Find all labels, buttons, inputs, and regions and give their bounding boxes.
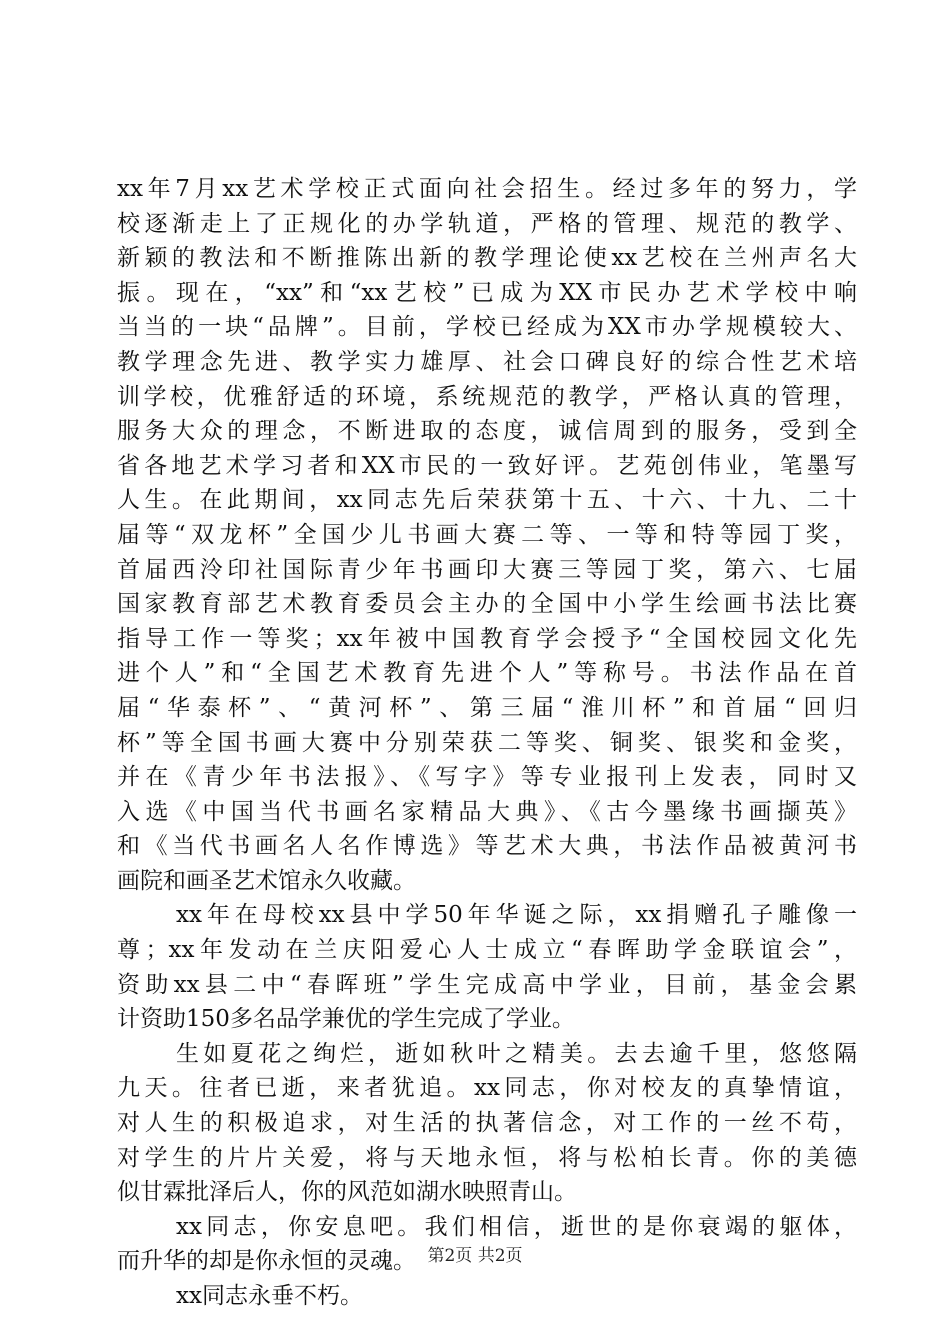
text-line: 人生。在此期间，xx同志先后荣获第十五、十六、十九、二十 bbox=[117, 487, 857, 514]
document-body bbox=[117, 172, 857, 1314]
text-line: 届“华泰杯”、“黄河杯”、第三届“淮川杯”和首届“回归 bbox=[117, 694, 857, 721]
text-line: 首届西泠印社国际青少年书画印大赛三等园丁奖，第六、七届 bbox=[117, 556, 857, 583]
text-line: 画院和画圣艺术馆永久收藏。 bbox=[117, 867, 416, 894]
text-line: 资助xx县二中“春晖班”学生完成高中学业，目前，基金会累 bbox=[117, 971, 857, 998]
text-line: 和《当代书画名人名作博选》等艺术大典，书法作品被黄河书 bbox=[117, 833, 857, 860]
page-footer: 第2页 共2页 bbox=[427, 1246, 523, 1266]
text-line: 似甘霖批泽后人，你的风范如湖水映照青山。 bbox=[117, 1179, 577, 1206]
text-line: xx年在母校xx县中学50年华诞之际，xx捐赠孔子雕像一 bbox=[176, 902, 857, 929]
text-line: xx年7月xx艺术学校正式面向社会招生。经过多年的努力，学 bbox=[117, 176, 857, 202]
text-line: 当当的一块“品牌”。目前，学校已经成为XX市办学规模较大、 bbox=[117, 314, 857, 341]
text-line: 而升华的却是你永恒的灵魂。 bbox=[117, 1248, 416, 1275]
text-line: 届等“双龙杯”全国少儿书画大赛二等、一等和特等园丁奖， bbox=[117, 521, 857, 548]
text-line: 尊；xx年发动在兰庆阳爱心人士成立“春晖助学金联谊会”， bbox=[117, 937, 857, 964]
text-line: 振。现在，“xx”和“xx艺校”已成为XX市民办艺术学校中响 bbox=[117, 279, 857, 306]
text-line: 教学理念先进、教学实力雄厚、社会口碑良好的综合性艺术培 bbox=[117, 348, 857, 375]
text-line: 训学校，优雅舒适的环境，系统规范的教学，严格认真的管理， bbox=[117, 383, 857, 410]
text-line: 计资助150多名品学兼优的学生完成了学业。 bbox=[117, 1006, 575, 1033]
text-line: 杯”等全国书画大赛中分别荣获二等奖、铜奖、银奖和金奖， bbox=[117, 729, 857, 756]
text-line: 对人生的积极追求，对生活的执著信念，对工作的一丝不苟， bbox=[117, 1110, 857, 1137]
text-line: 入选《中国当代书画名家精品大典》、《古今墨缘书画撷英》 bbox=[117, 798, 857, 825]
text-line: xx同志，你安息吧。我们相信，逝世的是你衰竭的躯体， bbox=[176, 1213, 857, 1240]
text-line: 指导工作一等奖；xx年被中国教育学会授予“全国校园文化先 bbox=[117, 625, 857, 652]
text-line: 国家教育部艺术教育委员会主办的全国中小学生绘画书法比赛 bbox=[117, 591, 857, 618]
text-line: 省各地艺术学习者和XX市民的一致好评。艺苑创伟业，笔墨写 bbox=[117, 452, 857, 479]
text-line: 并在《青少年书法报》、《写字》等专业报刊上发表，同时又 bbox=[117, 764, 857, 791]
text-line: 服务大众的理念，不断进取的态度，诚信周到的服务，受到全 bbox=[117, 418, 857, 445]
text-line: 新颖的教法和不断推陈出新的教学理论使xx艺校在兰州声名大 bbox=[117, 245, 857, 272]
text-line: 进个人”和“全国艺术教育先进个人”等称号。书法作品在首 bbox=[117, 660, 857, 687]
text-line: xx同志永垂不朽。 bbox=[176, 1283, 363, 1309]
text-line: 九天。往者已逝，来者犹追。xx同志，你对校友的真挚情谊， bbox=[117, 1075, 857, 1102]
text-line: 校逐渐走上了正规化的办学轨道，严格的管理、规范的教学、 bbox=[117, 210, 857, 237]
text-line: 生如夏花之绚烂，逝如秋叶之精美。去去逾千里，悠悠隔 bbox=[176, 1040, 857, 1067]
text-line: 对学生的片片关爱，将与天地永恒，将与松柏长青。你的美德 bbox=[117, 1144, 857, 1171]
